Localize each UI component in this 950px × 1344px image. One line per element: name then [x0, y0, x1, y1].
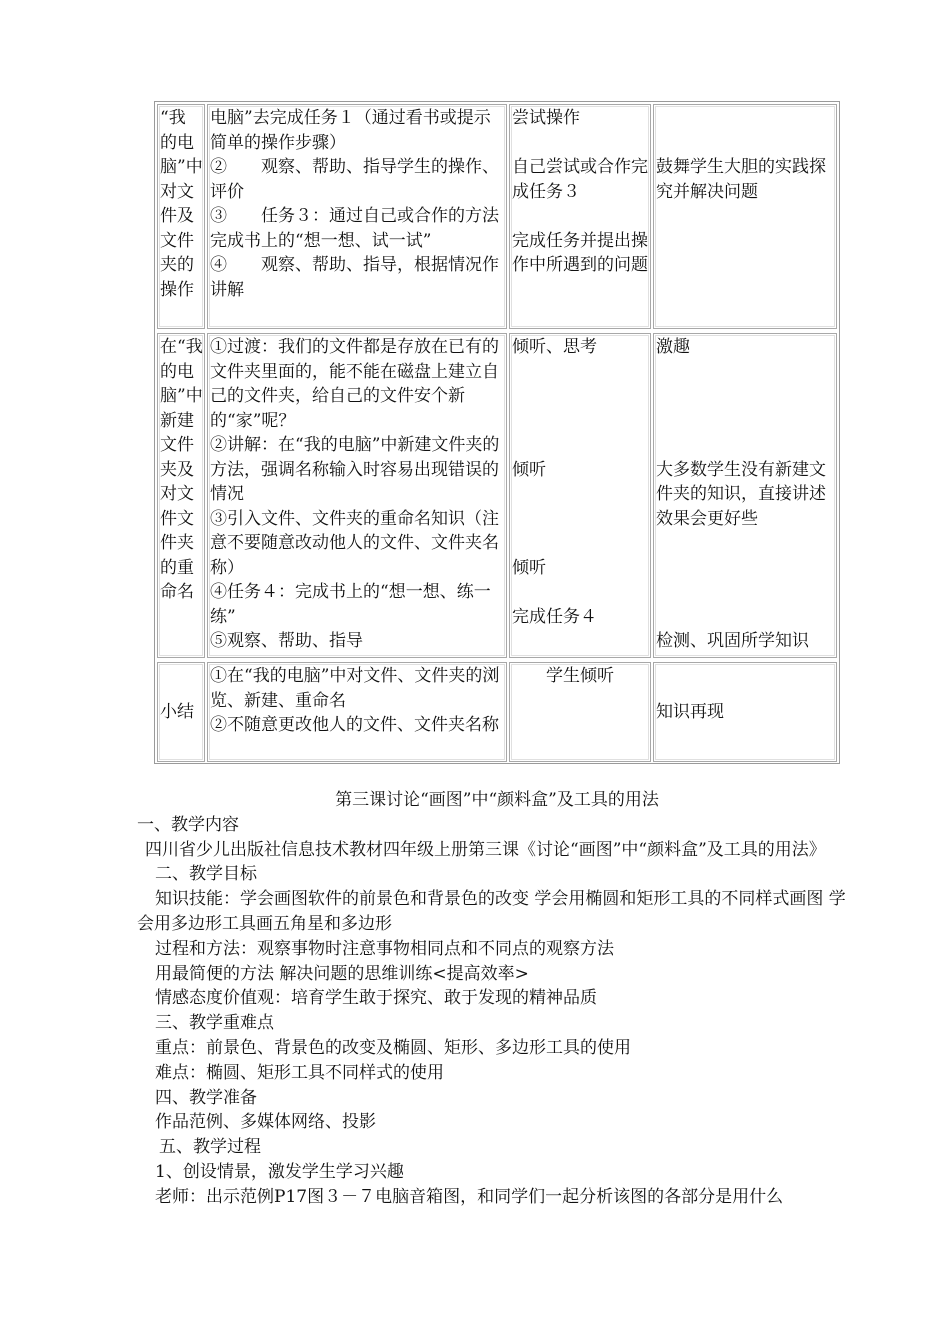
paragraph: 老师：出示范例P17图３－７电脑音箱图，和同学们一起分析该图的各部分是用什么	[155, 1186, 784, 1207]
table-row	[155, 662, 839, 762]
lesson-plan-text	[137, 788, 857, 1210]
section-heading: 四、教学准备	[155, 1087, 257, 1108]
table-cell-teacher-activity: 电脑”去完成任务１（通过看书或提示简单的操作步骤） ② 观察、帮助、指导学生的操作、评价 ③ 任务３：通过自己或合作的方法完成书上的“想一想、试一试” ④ 观察、帮助、指导，根据情况作讲解	[207, 104, 507, 329]
section-heading: 一、教学内容	[137, 814, 239, 835]
table-cell-student-activity: 倾听、思考 倾听 倾听 完成任务４	[509, 333, 651, 658]
paragraph: 过程和方法：观察事物时注意事物相同点和不同点的观察方法	[155, 938, 614, 959]
paragraph: 作品范例、多媒体网络、投影	[155, 1112, 376, 1133]
paragraph: 四川省少儿出版社信息技术教材四年级上册第三课《讨论“画图”中“颜料盒”及工具的用法》	[145, 839, 826, 860]
table-cell-intent: 激趣 大多数学生没有新建文件夹的知识，直接讲述效果会更好些 检测、巩固所学知识	[653, 333, 837, 658]
lesson-title: 第三课讨论“画图”中“颜料盒”及工具的用法	[335, 790, 659, 810]
section-heading: 三、教学重难点	[155, 1013, 274, 1034]
paragraph: 难点：椭圆、矩形工具不同样式的使用	[155, 1062, 444, 1083]
paragraph: 情感态度价值观：培育学生敢于探究、敢于发现的精神品质	[155, 988, 597, 1009]
table-row	[155, 104, 839, 329]
table-cell-student-activity: 尝试操作 自己尝试或合作完成任务３ 完成任务并提出操作中所遇到的问题	[509, 104, 651, 329]
paragraph: 知识技能：学会画图软件的前景色和背景色的改变 学会用椭圆和矩形工具的不同样式画图 学会用多边形工具画五角星和多边形	[137, 889, 846, 934]
table-cell-topic: 小结	[157, 662, 205, 762]
table-row	[155, 333, 839, 658]
table-cell-topic: “我的电脑”中对文件及文件夹的操作	[157, 104, 205, 329]
table-cell-intent: 鼓舞学生大胆的实践探究并解决问题	[653, 104, 837, 329]
table-cell-teacher-activity: ①过渡：我们的文件都是存放在已有的文件夹里面的，能不能在磁盘上建立自己的文件夹，给自己的文件安个新的“家”呢？ ②讲解：在“我的电脑”中新建文件夹的方法，强调名称输入时容易出现错误的情况 ③引入文件、文件夹的重命名知识（注意不要随意改动他人的文件、文件夹名称） ④任务４：完成书上的“想一想、练一练” ⑤观察、帮助、指导	[207, 333, 507, 658]
table-cell-student-activity: 学生倾听	[509, 662, 651, 762]
section-heading: 五、教学过程	[159, 1137, 261, 1158]
lesson-table	[154, 101, 840, 764]
section-heading: 二、教学目标	[155, 864, 257, 885]
paragraph: 重点：前景色、背景色的改变及椭圆、矩形、多边形工具的使用	[155, 1037, 631, 1058]
table-cell-topic: 在“我的电脑”中新建文件夹及对文件文件夹的重命名	[157, 333, 205, 658]
paragraph: 用最简便的方法 解决问题的思维训练<提高效率>	[155, 963, 529, 984]
table-cell-intent: 知识再现	[653, 662, 837, 762]
table-cell-teacher-activity: ①在“我的电脑”中对文件、文件夹的浏览、新建、重命名 ②不随意更改他人的文件、文件夹名称	[207, 662, 507, 762]
paragraph: 1、创设情景，激发学生学习兴趣	[155, 1161, 404, 1182]
